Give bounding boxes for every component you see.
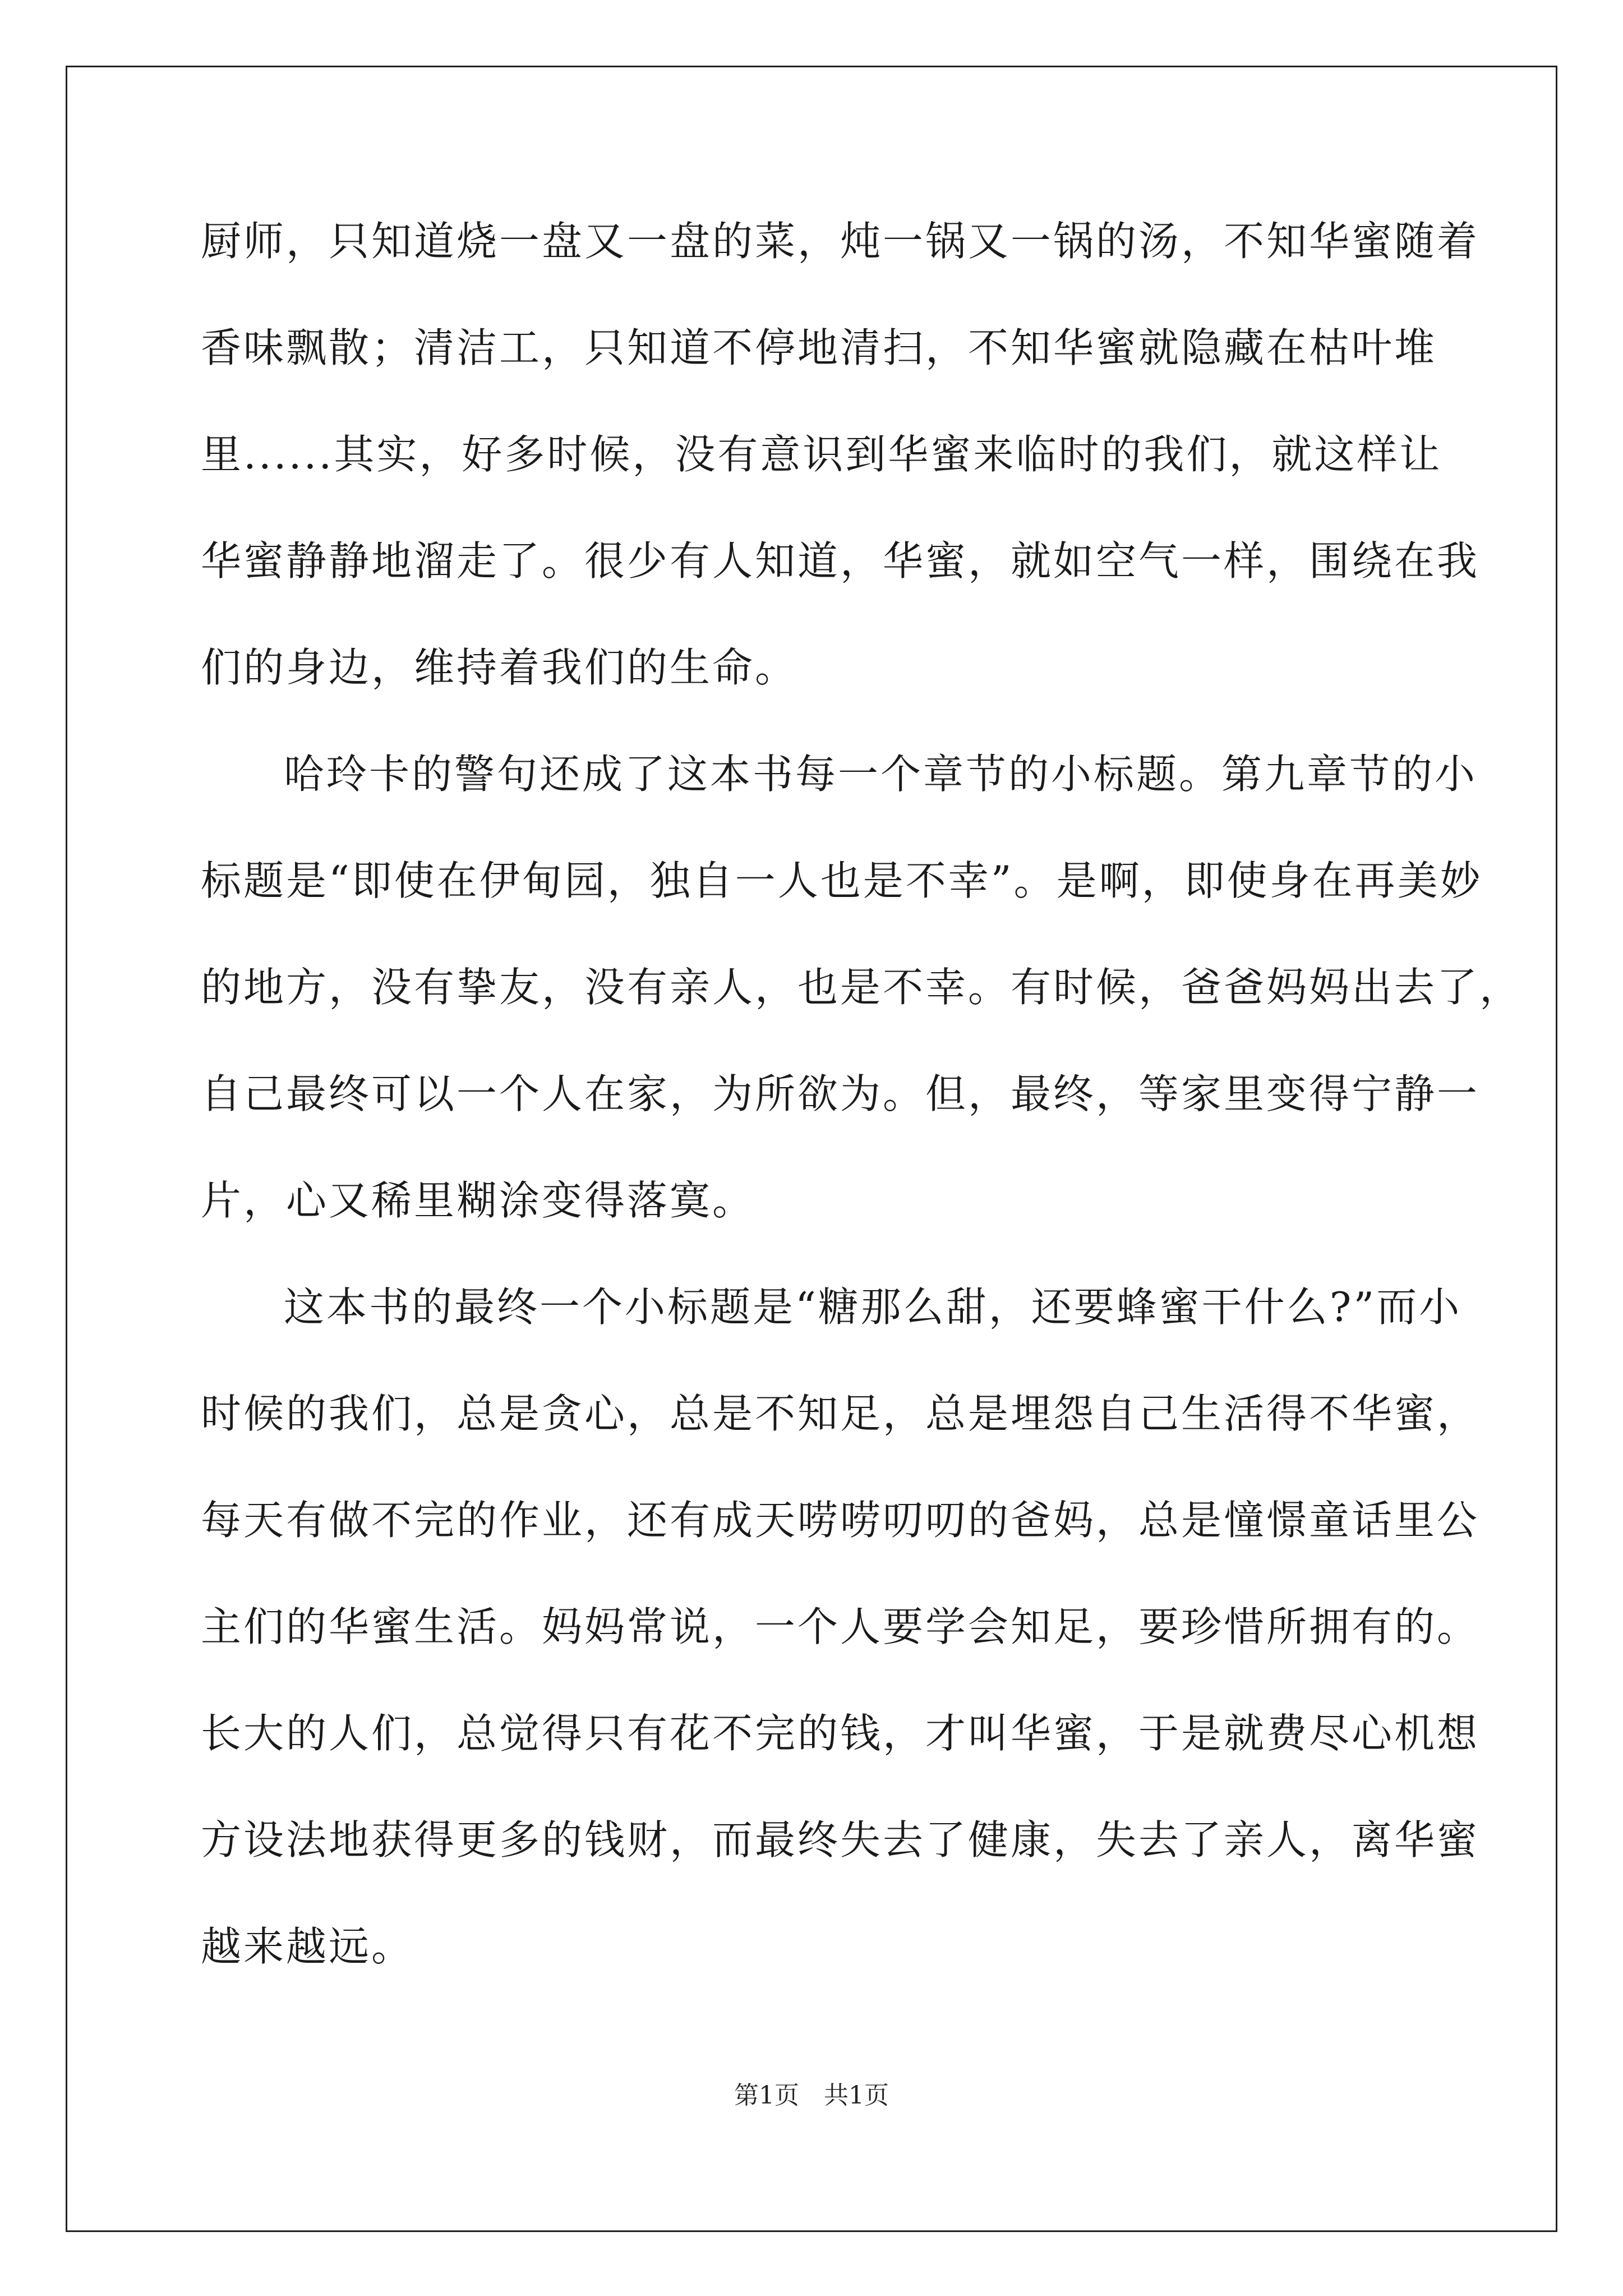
paragraph-1-line-3: 里......其实，好多时候，没有意识到华蜜来临时的我们，就这样让 [201,431,1442,478]
paragraph-2-line-2: 标题是“即使在伊甸园，独自一人也是不幸”。是啊，即使身在再美妙 [201,857,1483,904]
paragraph-1-line-2: 香味飘散；清洁工，只知道不停地清扫，不知华蜜就隐藏在枯叶堆 [201,324,1437,371]
paragraph-1-line-4: 华蜜静静地溜走了。很少有人知道，华蜜，就如空气一样，围绕在我 [201,537,1480,585]
paragraph-3-line-1: 这本书的最终一个小标题是“糖那么甜，还要蜂蜜干什么?”而小 [284,1283,1462,1331]
paragraph-3-line-6: 方设法地获得更多的钱财，而最终失去了健康，失去了亲人，离华蜜 [201,1816,1480,1864]
paragraph-3-line-4: 主们的华蜜生活。妈妈常说，一个人要学会知足，要珍惜所拥有的。 [201,1603,1480,1650]
page-footer: 第1页 共1页 [734,2081,889,2110]
paragraph-3-line-7: 越来越远。 [201,1923,414,1970]
paragraph-2-line-5: 片，心又稀里糊涂变得落寞。 [201,1177,755,1224]
paragraph-3-line-5: 长大的人们，总觉得只有花不完的钱，才叫华蜜，于是就费尽心机想 [201,1710,1480,1757]
paragraph-1-line-1: 厨师，只知道烧一盘又一盘的菜，炖一锅又一锅的汤，不知华蜜随着 [201,218,1480,265]
paragraph-2-line-4: 自己最终可以一个人在家，为所欲为。但，最终，等家里变得宁静一 [201,1070,1480,1117]
paragraph-2-line-1: 哈玲卡的警句还成了这本书每一个章节的小标题。第九章节的小 [284,751,1478,798]
paragraph-1-line-5: 们的身边，维持着我们的生命。 [201,644,798,691]
paragraph-2-line-3: 的地方，没有挚友，没有亲人，也是不幸。有时候，爸爸妈妈出去了， [201,964,1523,1011]
paragraph-3-line-2: 时候的我们，总是贪心，总是不知足，总是埋怨自己生活得不华蜜， [201,1390,1480,1437]
page-border [66,66,1557,2232]
paragraph-3-line-3: 每天有做不完的作业，还有成天唠唠叨叨的爸妈，总是憧憬童话里公 [201,1497,1480,1544]
